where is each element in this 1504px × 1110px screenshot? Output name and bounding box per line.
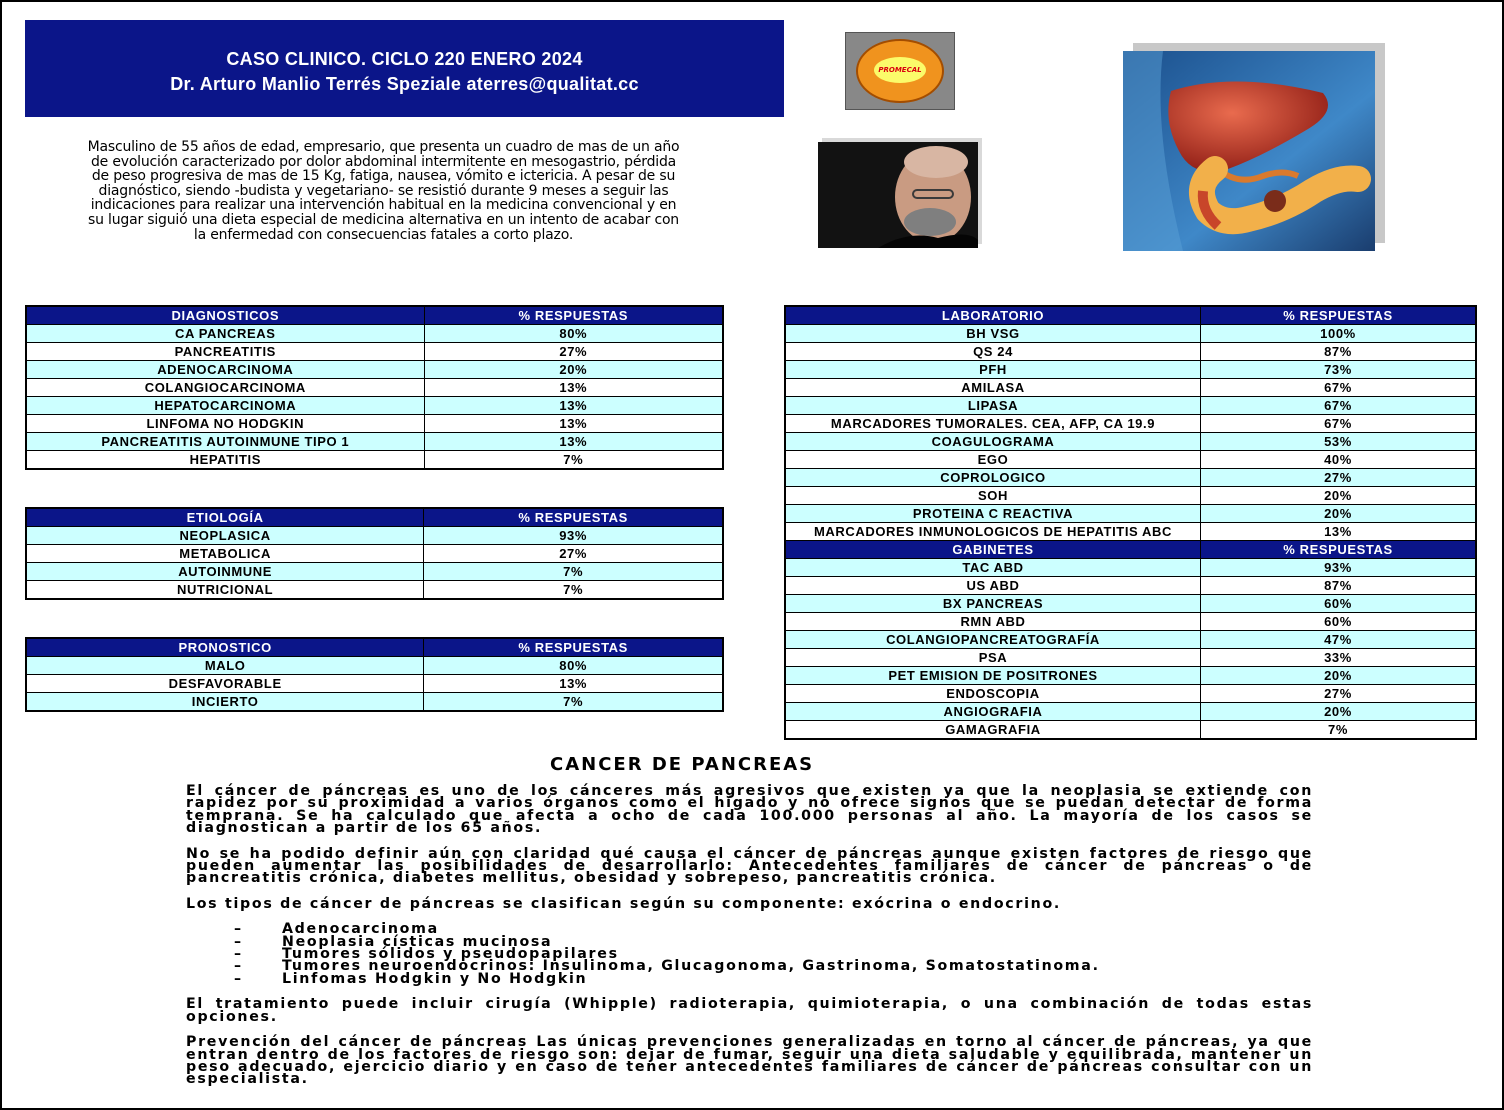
row-pct: 67% [1200, 415, 1476, 433]
table-row [785, 469, 1476, 487]
row-label: LIPASA [785, 397, 1200, 415]
row-pct: 20% [1200, 703, 1476, 721]
row-label: TAC ABD [785, 559, 1200, 577]
row-label: MARCADORES INMUNOLOGICOS DE HEPATITIS ABC [785, 523, 1200, 541]
table-row [785, 613, 1476, 631]
patient-photo [818, 142, 978, 248]
dash-bullet: – [234, 933, 243, 950]
row-label: COLANGIOCARCINOMA [26, 379, 424, 397]
row-pct: 67% [1200, 397, 1476, 415]
table-row [785, 667, 1476, 685]
row-pct: 7% [424, 563, 723, 581]
list-item [186, 970, 1313, 987]
row-pct: 20% [1200, 667, 1476, 685]
row-label: PANCREATITIS AUTOINMUNE TIPO 1 [26, 433, 424, 451]
list-item-text: Linfomas Hodgkin y No Hodgkin [282, 970, 588, 987]
row-label: GAMAGRAFIA [785, 721, 1200, 740]
row-label: BX PANCREAS [785, 595, 1200, 613]
row-label: ADENOCARCINOMA [26, 361, 424, 379]
row-label: NUTRICIONAL [26, 581, 424, 600]
table-row [26, 415, 723, 433]
row-pct: 60% [1200, 595, 1476, 613]
row-pct: 20% [1200, 505, 1476, 523]
row-label: EGO [785, 451, 1200, 469]
table-row [785, 577, 1476, 595]
row-label: COAGULOGRAMA [785, 433, 1200, 451]
gabinetes-pct-header: % RESPUESTAS [1200, 541, 1476, 559]
row-label: RMN ABD [785, 613, 1200, 631]
row-label: ENDOSCOPIA [785, 685, 1200, 703]
row-pct: 20% [1200, 487, 1476, 505]
table-row [785, 361, 1476, 379]
row-pct: 27% [1200, 685, 1476, 703]
row-pct: 13% [424, 379, 723, 397]
row-label: CA PANCREAS [26, 325, 424, 343]
row-label: METABOLICA [26, 545, 424, 563]
dash-bullet: – [234, 921, 243, 938]
laboratorio-table [784, 305, 1477, 740]
row-pct: 80% [424, 657, 723, 675]
table-row [26, 361, 723, 379]
article-paragraph: Prevención del cáncer de páncreas Las únicas prevenciones generalizadas en torno al cáncer de páncreas, ya que entran dentro de los factores de riesgo son: dejar de fumar, seguir una dieta saludable y equilibrada, mantener un peso adecuado, ejercicio diario y en caso de tener antecedentes familiares de cáncer de páncreas consultar con un especialista. [186, 1034, 1313, 1088]
table-row [785, 487, 1476, 505]
case-header [25, 20, 784, 117]
row-pct: 7% [424, 451, 723, 470]
table-row [26, 343, 723, 361]
row-label: COPROLOGICO [785, 469, 1200, 487]
table-row [785, 703, 1476, 721]
table-row [26, 433, 723, 451]
row-pct: 87% [1200, 343, 1476, 361]
table-row [785, 451, 1476, 469]
row-label: MARCADORES TUMORALES. CEA, AFP, CA 19.9 [785, 415, 1200, 433]
table-row [26, 527, 723, 545]
row-label: BH VSG [785, 325, 1200, 343]
row-pct: 80% [424, 325, 723, 343]
row-label: DESFAVORABLE [26, 675, 424, 693]
row-pct: 60% [1200, 613, 1476, 631]
article-title: CANCER DE PANCREAS [550, 754, 815, 775]
table-row [26, 379, 723, 397]
etiologia-table [25, 507, 724, 600]
table-row [26, 693, 723, 712]
gabinetes-header-row [785, 541, 1476, 559]
row-label: ANGIOGRAFIA [785, 703, 1200, 721]
row-pct: 93% [1200, 559, 1476, 577]
promecal-logo [845, 32, 955, 110]
table-row [785, 685, 1476, 703]
table-row [26, 325, 723, 343]
pancreas-illustration [1123, 51, 1375, 251]
row-pct: 27% [1200, 469, 1476, 487]
table-row [785, 397, 1476, 415]
row-label: SOH [785, 487, 1200, 505]
author-line: Dr. Arturo Manlio Terrés Speziale aterres@qualitat.cc [170, 74, 639, 94]
diagnosticos-pct-header: % RESPUESTAS [424, 306, 723, 325]
table-row [785, 379, 1476, 397]
row-pct: 100% [1200, 325, 1476, 343]
list-item-text: Tumores neuroendocrinos: Insulinoma, Glucagonoma, Gastrinoma, Somatostatinoma. [282, 958, 1100, 975]
row-pct: 13% [424, 675, 723, 693]
row-pct: 53% [1200, 433, 1476, 451]
case-description: Masculino de 55 años de edad, empresario, que presenta un cuadro de mas de un año de evolución caracterizado por dolor abdominal intermitente en mesogastrio, pérdida de peso progresiva de mas de 15 Kg, fatiga, nausea, vómito e ictericia. A pesar de su diagnóstico, siendo -budista y vegetariano- se resistió durante 9 meses a seguir las indicaciones para realizar una intervención habitual en la medicina convencional y en su lugar siguió una dieta especial de medicina alternativa en un intento de acabar con la enfermedad con consecuencias fatales a corto plazo. [87, 139, 680, 243]
pronostico-pct-header: % RESPUESTAS [424, 638, 723, 657]
table-row [785, 523, 1476, 541]
row-pct: 7% [424, 693, 723, 712]
logo-text: PROMECAL [878, 66, 922, 74]
list-item-text: Neoplasia císticas mucinosa [282, 933, 553, 950]
table-row [785, 415, 1476, 433]
table-row [26, 657, 723, 675]
table-row [26, 545, 723, 563]
row-pct: 13% [424, 433, 723, 451]
row-label: COLANGIOPANCREATOGRAFÍA [785, 631, 1200, 649]
row-label: PFH [785, 361, 1200, 379]
laboratorio-pct-header: % RESPUESTAS [1200, 306, 1476, 325]
table-row [785, 631, 1476, 649]
row-label: LINFOMA NO HODGKIN [26, 415, 424, 433]
row-label: HEPATOCARCINOMA [26, 397, 424, 415]
pronostico-table [25, 637, 724, 712]
diagnosticos-table [25, 305, 724, 470]
gabinetes-header: GABINETES [785, 541, 1200, 559]
table-row [785, 505, 1476, 523]
row-pct: 27% [424, 343, 723, 361]
row-label: AUTOINMUNE [26, 563, 424, 581]
list-item-text: Adenocarcinoma [282, 921, 439, 938]
row-pct: 40% [1200, 451, 1476, 469]
table-row [785, 325, 1476, 343]
article-paragraph: Los tipos de cáncer de páncreas se clasifican según su componente: exócrina o endocrino. [186, 895, 1061, 912]
dash-bullet: – [234, 970, 243, 987]
table-row [785, 595, 1476, 613]
row-label: HEPATITIS [26, 451, 424, 470]
row-label: US ABD [785, 577, 1200, 595]
row-label: AMILASA [785, 379, 1200, 397]
row-pct: 67% [1200, 379, 1476, 397]
row-pct: 7% [1200, 721, 1476, 740]
diagnosticos-header: DIAGNOSTICOS [26, 306, 424, 325]
cancer-types-list [186, 923, 1313, 985]
table-row [785, 721, 1476, 740]
pronostico-header: PRONOSTICO [26, 638, 424, 657]
table-row [785, 649, 1476, 667]
row-label: NEOPLASICA [26, 527, 424, 545]
table-row [26, 397, 723, 415]
list-item-text: Tumores sólidos y pseudopapilares [282, 946, 619, 963]
row-pct: 47% [1200, 631, 1476, 649]
etiologia-pct-header: % RESPUESTAS [424, 508, 723, 527]
table-row [785, 343, 1476, 361]
row-pct: 87% [1200, 577, 1476, 595]
article-paragraph: No se ha podido definir aún con claridad qué causa el cáncer de páncreas aunque existen factores de riesgo que pueden aumentar las posibilidades de desarrollarlo: Antecedentes familiares de cáncer de páncreas o de pancreatitis crónica, diabetes mellitus, obesidad y sobrepeso, pancreatitis crónica. [186, 845, 1313, 887]
row-pct: 93% [424, 527, 723, 545]
row-pct: 27% [424, 545, 723, 563]
article-paragraph: El cáncer de páncreas es uno de los cánceres más agresivos que existen ya que la neoplasia se extiende con rapidez por su proximidad a varios órganos como el hígado y no ofrece signos que se puedan detectar de forma temprana. Se ha calculado que afecta a ocho de cada 100.000 personas al año. La mayoría de los casos se diagnostican a partir de los 65 años. [186, 783, 1313, 837]
table-row [26, 563, 723, 581]
row-label: INCIERTO [26, 693, 424, 712]
row-pct: 73% [1200, 361, 1476, 379]
row-pct: 13% [1200, 523, 1476, 541]
article-paragraph: El tratamiento puede incluir cirugía (Whipple) radioterapia, quimioterapia, o una combinación de todas estas opciones. [186, 996, 1313, 1025]
row-label: PSA [785, 649, 1200, 667]
row-pct: 13% [424, 415, 723, 433]
row-label: PROTEINA C REACTIVA [785, 505, 1200, 523]
case-title: CASO CLINICO. CICLO 220 ENERO 2024 [226, 49, 583, 69]
table-row [26, 451, 723, 470]
row-pct: 13% [424, 397, 723, 415]
row-pct: 33% [1200, 649, 1476, 667]
table-row [785, 433, 1476, 451]
etiologia-header: ETIOLOGÍA [26, 508, 424, 527]
row-label: PET EMISION DE POSITRONES [785, 667, 1200, 685]
dash-bullet: – [234, 958, 243, 975]
row-pct: 7% [424, 581, 723, 600]
row-label: QS 24 [785, 343, 1200, 361]
row-pct: 20% [424, 361, 723, 379]
laboratorio-header: LABORATORIO [785, 306, 1200, 325]
row-label: MALO [26, 657, 424, 675]
dash-bullet: – [234, 946, 243, 963]
table-row [26, 675, 723, 693]
row-label: PANCREATITIS [26, 343, 424, 361]
article-body [186, 785, 1313, 1099]
table-row [26, 581, 723, 600]
table-row [785, 559, 1476, 577]
